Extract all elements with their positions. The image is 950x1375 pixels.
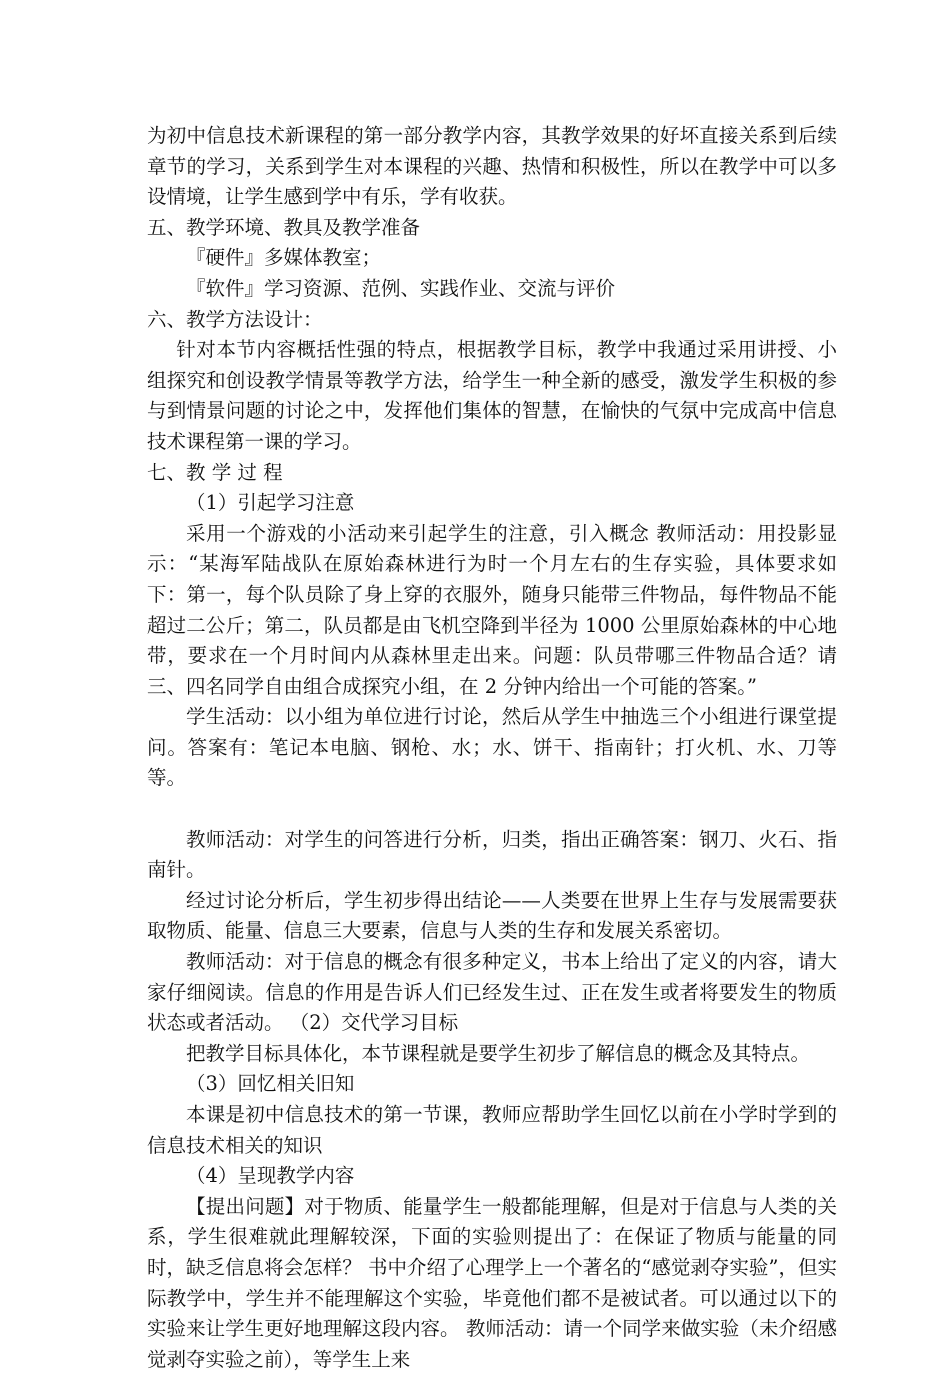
section-5-heading: 五、教学环境、教具及教学准备: [147, 215, 421, 239]
intro-paragraph: 为初中信息技术新课程的第一部分教学内容，其教学效果的好坏直接关系到后续章节的学习，关系到学生对本课程的兴趣、热情和积极性，所以在教学中可以多设情境，让学生感到学中有乐，学有收获。: [147, 124, 837, 209]
step-3-heading: （3）回忆相关旧知: [186, 1072, 355, 1096]
document-body: [147, 121, 837, 1375]
student-activity-paragraph: 学生活动：以小组为单位进行讨论，然后从学生中抽选三个小组进行课堂提问。答案有：笔记本电脑、钢枪、水；水、饼干、指南针；打火机、水、刀等等。: [147, 705, 837, 790]
goal-paragraph: 把教学目标具体化，本节课程就是要学生初步了解信息的概念及其特点。: [186, 1041, 811, 1065]
section-6-heading: 六、教学方法设计：: [147, 307, 323, 331]
section-7-heading: 七、教 学 过 程: [147, 460, 283, 484]
step-4-heading: （4）呈现教学内容: [186, 1164, 355, 1188]
hardware-line: 『硬件』多媒体教室；: [186, 246, 382, 270]
method-paragraph: 针对本节内容概括性强的特点，根据教学目标，教学中我通过采用讲授、小组探究和创设教学情景等教学方法，给学生一种全新的感受，激发学生积极的参与到情景问题的讨论之中，发挥他们集体的智慧，在愉快的气氛中完成高中信息技术课程第一课的学习。: [147, 338, 837, 453]
question-paragraph: 【提出问题】对于物质、能量学生一般都能理解，但是对于信息与人类的关系，学生很难就此理解较深，下面的实验则提出了：在保证了物质与能量的同时，缺乏信息将会怎样？ 书中介绍了心理学上一个著名的“感觉剥夺实验”，但实际教学中，学生并不能理解这个实验，毕竟他们都不是被试者。可以通过以下的实验来让学生更好地理解这段内容。 教师活动：请一个同学来做实验（未介绍感觉剥夺实验之前），等学生上来: [147, 1194, 837, 1371]
recall-paragraph: 本课是初中信息技术的第一节课，教师应帮助学生回忆以前在小学时学到的信息技术相关的知识: [147, 1103, 837, 1157]
step-1-heading: （1）引起学习注意: [186, 491, 355, 515]
teacher-activity-paragraph-1: 教师活动：对学生的问答进行分析，归类，指出正确答案：钢刀、火石、指南针。: [147, 827, 837, 882]
game-paragraph: 采用一个游戏的小活动来引起学生的注意，引入概念 教师活动：用投影显示：“某海军陆战队在原始森林进行为时一个月左右的生存实验，具体要求如下：第一，每个队员除了身上穿的衣服外，随身只能带三件物品，每件物品不能超过二公斤；第二，队员都是由飞机空降到半径为 1000 公里原始森林的中心地带，要求在一个月时间内从森林里走出来。问题：队员带哪三件物品合适？请三、四名同学自由组合成探究小组，在 2 分钟内给出一个可能的答案。”: [147, 521, 837, 698]
teacher-activity-paragraph-2: 教师活动：对于信息的概念有很多种定义，书本上给出了定义的内容，请大家仔细阅读。信息的作用是告诉人们已经发生过、正在发生或者将要发生的物质状态或者活动。 （2）交代学习目标: [147, 950, 837, 1035]
software-line: 『软件』学习资源、范例、实践作业、交流与评价: [186, 276, 616, 300]
blank-line: [147, 794, 837, 825]
conclusion-paragraph: 经过讨论分析后，学生初步得出结论——人类要在世界上生存与发展需要获取物质、能量、信息三大要素，信息与人类的生存和发展关系密切。: [147, 888, 837, 943]
